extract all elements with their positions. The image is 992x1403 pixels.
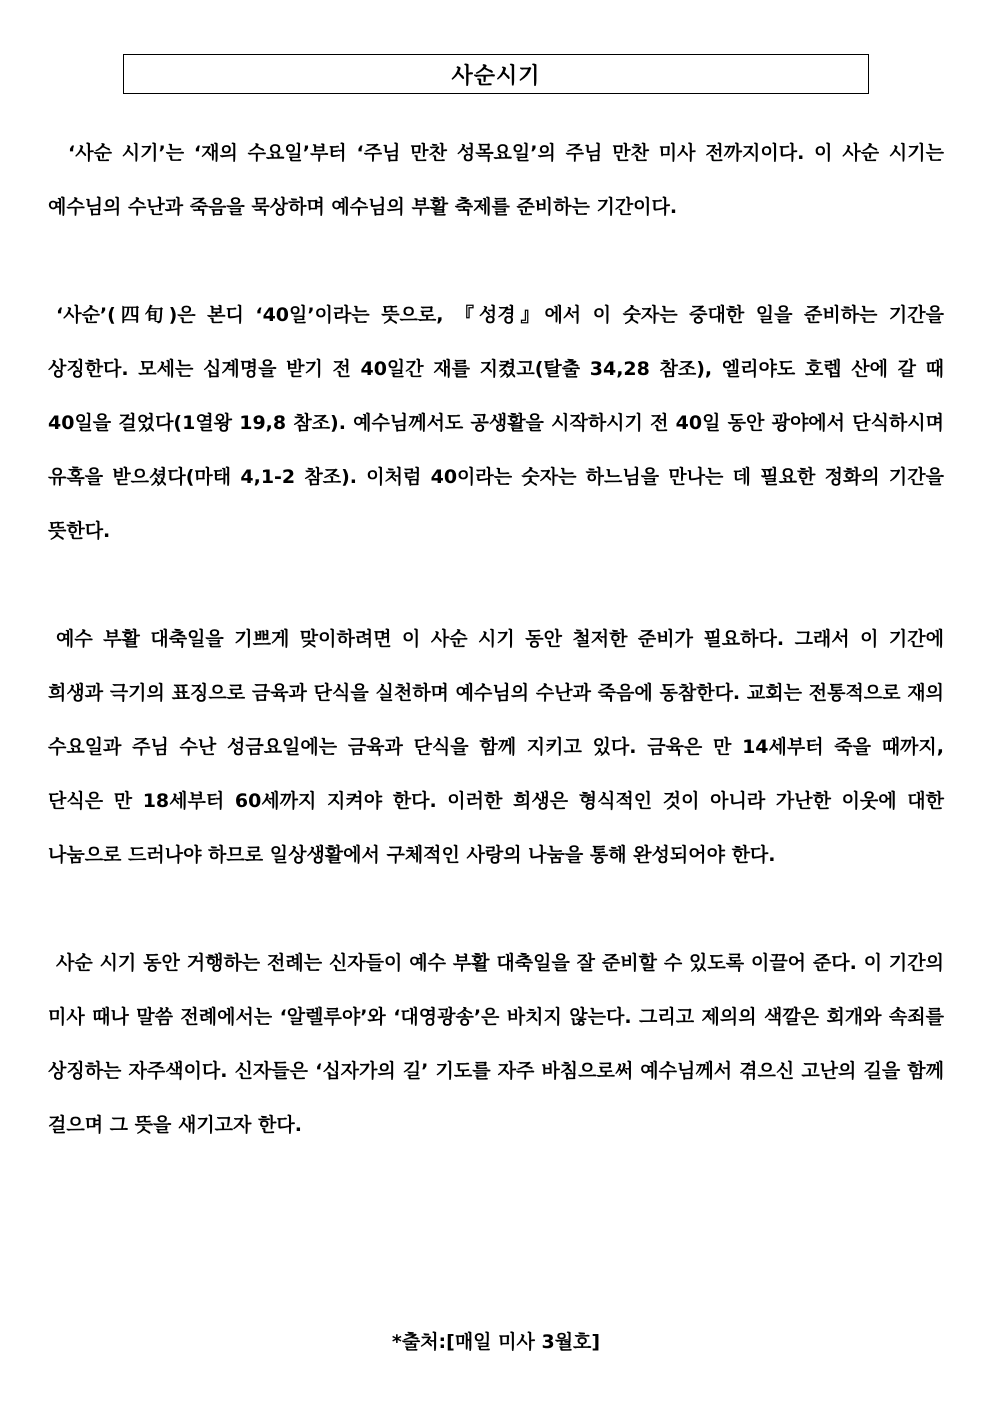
paragraph-lent-definition: ‘사순 시기’는 ‘재의 수요일’부터 ‘주님 만찬 성목요일’의 주님 만찬 미사 전까지이다. 이 사순 시기는 예수님의 수난과 죽음을 묵상하며 예수님의 부활 축제를 준비하는 기간이다. — [48, 142, 944, 218]
source-citation: *출처:[매일 미사 3월호] — [391, 1331, 601, 1353]
paragraph-liturgy: 사순 시기 동안 거행하는 전례는 신자들이 예수 부활 대축일을 잘 준비할 수 있도록 이끌어 준다. 이 기간의 미사 때나 말씀 전례에서는 ‘알렐루야’와 ‘대영광송’은 바치지 않는다. 그리고 제의의 색깔은 회개와 속죄를 상징하는 자주색이다. 신자들은 ‘십자가의 길’ 기도를 자주 바침으로써 예수님께서 겪으신 고난의 길을 함께 걸으며 그 뜻을 새기고자 한다. — [48, 952, 944, 1136]
paragraph-forty-days: ‘사순’(四旬)은 본디 ‘40일’이라는 뜻으로, 『성경』에서 이 숫자는 중대한 일을 준비하는 기간을 상징한다. 모세는 십계명을 받기 전 40일간 재를 지켰고(탈출 34,28 참조), 엘리야도 호렙 산에 갈 때 40일을 걸었다(1열왕 19,8 참조). 예수님께서도 공생활을 시작하시기 전 40일 동안 광야에서 단식하시며 유혹을 받으셨다(마태 4,1-2 참조). 이처럼 40이라는 숫자는 하느님을 만나는 데 필요한 정화의 기간을 뜻한다. — [48, 304, 944, 542]
paragraph-fasting-abstinence: 예수 부활 대축일을 기쁘게 맞이하려면 이 사순 시기 동안 철저한 준비가 필요하다. 그래서 이 기간에 희생과 극기의 표징으로 금육과 단식을 실천하며 예수님의 수난과 죽음에 동참한다. 교회는 전통적으로 재의 수요일과 주님 수난 성금요일에는 금육과 단식을 함께 지키고 있다. 금육은 만 14세부터 죽을 때까지, 단식은 만 18세부터 60세까지 지켜야 한다. 이러한 희생은 형식적인 것이 아니라 가난한 이웃에 대한 나눔으로 드러나야 하므로 일상생활에서 구체적인 사랑의 나눔을 통해 완성되어야 한다. — [48, 628, 944, 866]
page-title: 사순시기 — [451, 63, 541, 89]
title-box — [123, 54, 869, 94]
document-body — [48, 126, 944, 1152]
